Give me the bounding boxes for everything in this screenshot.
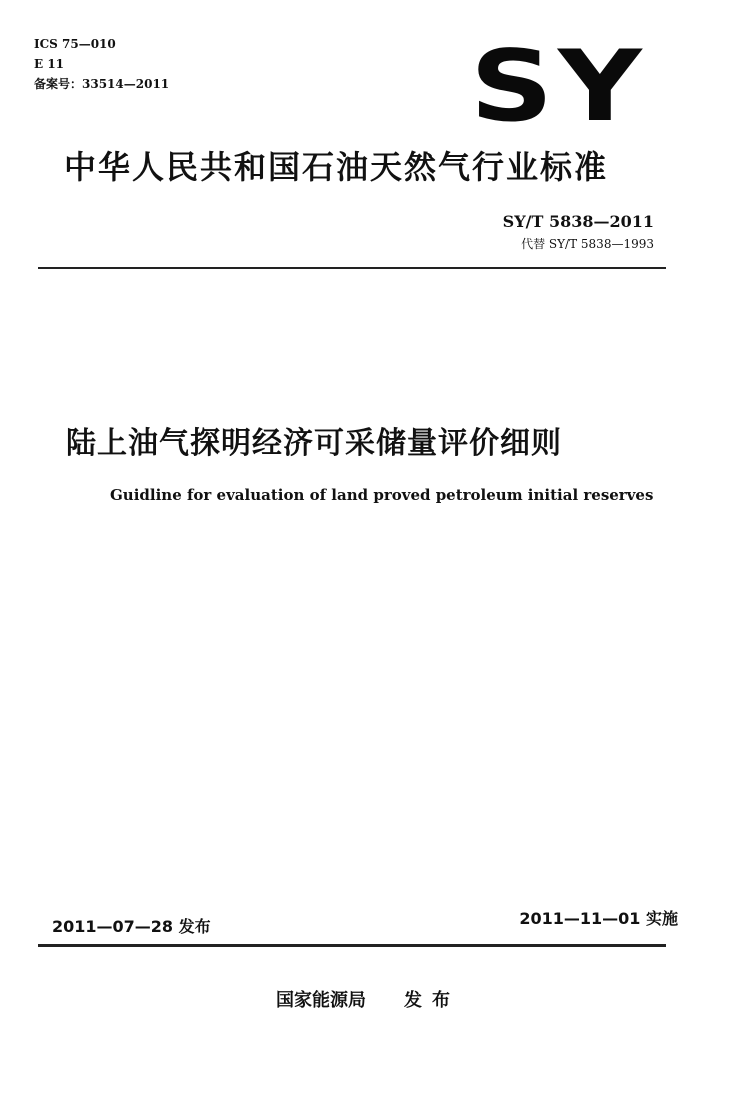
bottom-divider [38,944,666,947]
document-title-chinese: 陆上油气探明经济可采储量评价细则 [66,426,562,461]
classification-code: E 11 [34,57,65,71]
publish-verb: 发布 [404,990,460,1011]
document-title-english: Guidline for evaluation of land proved petroleum initial reserves [110,486,654,504]
filing-number: 备案号：33514—2011 [34,77,170,91]
sy-logo: SY [470,30,647,144]
implementation-date: 2011—11—01 实施 [519,909,678,928]
publisher-line [276,986,460,1012]
issue-date: 2011—07—28 发布 [52,917,211,936]
top-divider [38,267,666,269]
replaces-standard: 代替 SY/T 5838—1993 [521,237,654,251]
ics-code: ICS 75—010 [34,37,116,51]
issuer-heading: 中华人民共和国石油天然气行业标准 [64,148,609,186]
standard-number-block [503,212,654,252]
publisher-name: 国家能源局 [276,990,366,1011]
standard-code: SY/T 5838—2011 [502,212,654,231]
metadata-block [34,34,169,94]
